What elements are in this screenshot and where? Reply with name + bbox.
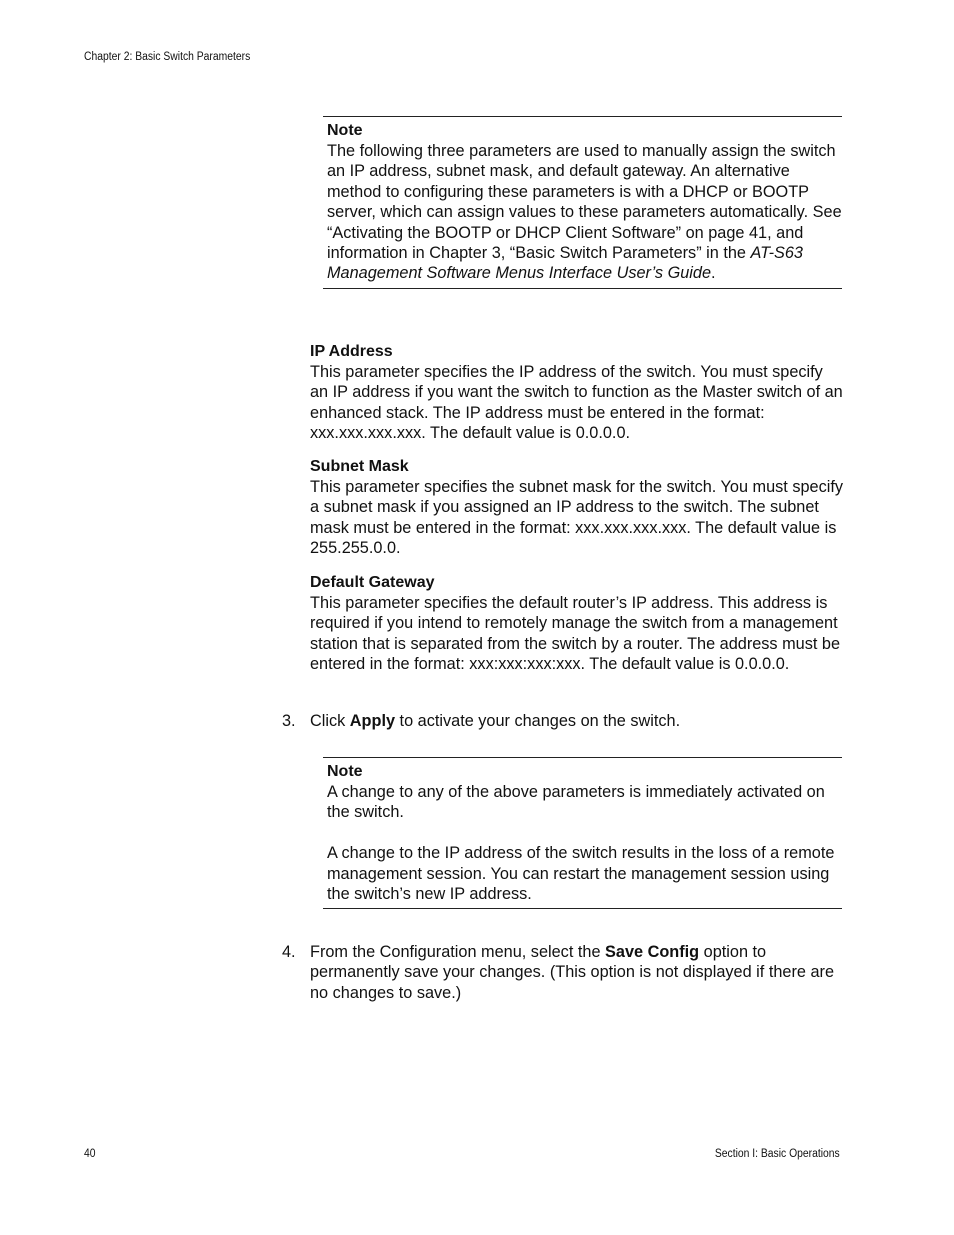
- note-box-activation: [323, 757, 842, 909]
- note-paragraph-1: A change to any of the above parameters is immediately activated on the switch.: [327, 783, 825, 822]
- ip-address-heading: IP Address: [310, 343, 393, 360]
- note-paragraph-2: A change to the IP address of the switch results in the loss of a remote management session. You can restart the management session using the switch’s new IP address.: [327, 844, 835, 904]
- note-title: Note: [327, 763, 363, 780]
- step-text-post: option to permanently save your changes. (This option is not displayed if there are no changes to save.): [310, 943, 834, 1002]
- note-box-bootp: [323, 116, 842, 289]
- default-gateway-description: This parameter specifies the default router’s IP address. This address is required if you intend to remotely manage the switch from a management station that is separated from the switch by a router. The address must be entered in the format: xxx:xxx:xxx:xxx. The default value is 0.0.0.0.: [310, 594, 841, 674]
- step-number: 4.: [282, 943, 296, 961]
- step-text: [310, 711, 847, 731]
- note-text-end: .: [711, 264, 716, 283]
- step-number: 3.: [282, 712, 296, 730]
- page-number: 40: [84, 1148, 96, 1160]
- ip-address-description: This parameter specifies the IP address of the switch. You must specify an IP address if you want the switch to function as the Master switch of an enhanced stack. The IP address must be entered in the format: xxx.xxx.xxx.xxx. The default value is 0.0.0.0.: [310, 363, 843, 443]
- apply-label: Apply: [349, 712, 396, 730]
- step-text-pre: From the Configuration menu, select the: [310, 943, 606, 961]
- note-text-main: The following three parameters are used to manually assign the switch an IP address, subnet mask, and default gateway. An alternative method to configuring these parameters is with a DHCP or BOOTP server, which can assign values to these parameters automatically. See “Activating the BOOTP or DHCP Client Software” on page 41, and information in Chapter 3, “Basic Switch Parameters” in the: [327, 142, 842, 263]
- note-text: [327, 141, 842, 284]
- running-header: Chapter 2: Basic Switch Parameters: [84, 51, 251, 63]
- default-gateway-section: [310, 573, 845, 675]
- guide-title: AT-S63 Management Software Menus Interface User’s Guide: [327, 244, 803, 283]
- step-text: [310, 942, 847, 1003]
- step-text-post: to activate your changes on the switch.: [395, 712, 681, 730]
- running-footer-section: Section I: Basic Operations: [715, 1148, 840, 1160]
- step-3: [282, 711, 847, 731]
- default-gateway-heading: Default Gateway: [310, 574, 435, 591]
- note-title: Note: [327, 122, 363, 139]
- save-config-label: Save Config: [605, 943, 700, 961]
- subnet-mask-heading: Subnet Mask: [310, 458, 409, 475]
- step-4: [282, 942, 847, 1003]
- subnet-mask-section: [310, 457, 845, 559]
- ip-address-section: [310, 342, 845, 444]
- step-text-pre: Click: [310, 712, 350, 730]
- subnet-mask-description: This parameter specifies the subnet mask for the switch. You must specify a subnet mask if you assigned an IP address to the switch. The subnet mask must be entered in the format: xxx.xxx.xxx.xxx. The default value is 255.255.0.0.: [310, 478, 844, 558]
